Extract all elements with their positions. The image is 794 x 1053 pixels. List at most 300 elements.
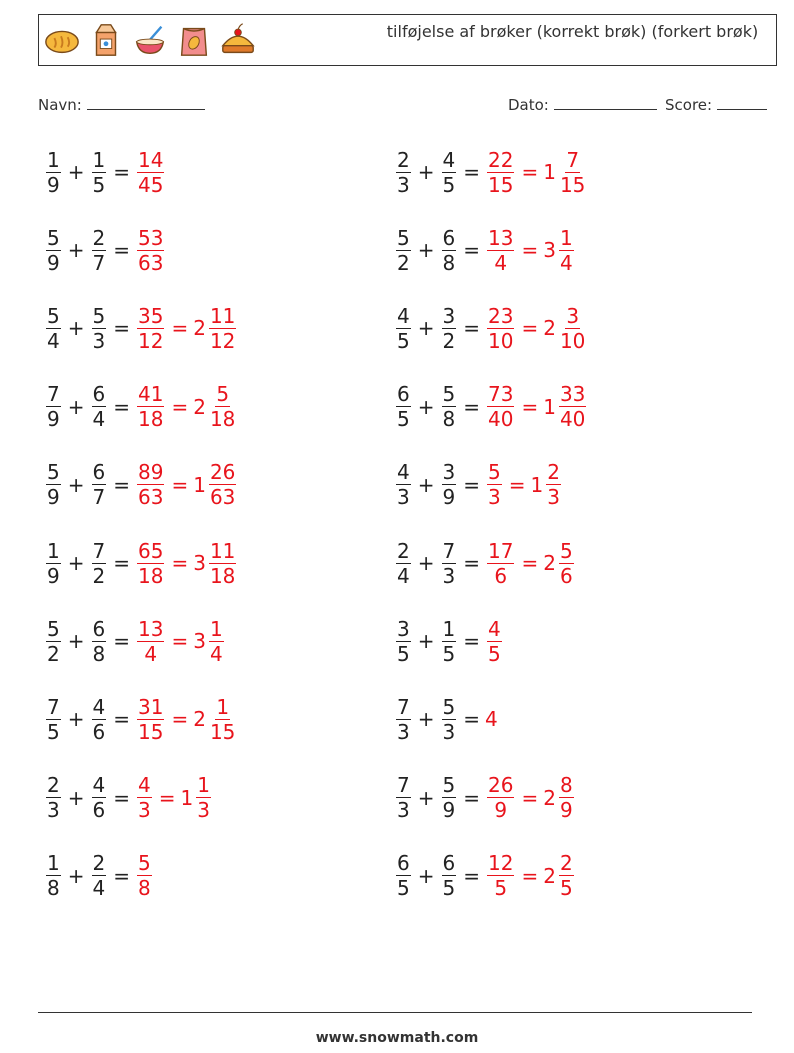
mixed-whole: 1 <box>543 160 556 184</box>
fraction <box>46 382 61 432</box>
fraction-denominator: 4 <box>397 563 410 588</box>
mixed-fraction <box>559 538 574 588</box>
fraction <box>442 851 457 901</box>
fraction <box>137 616 164 666</box>
fraction-numerator: 73 <box>488 382 514 407</box>
fraction-denominator: 6 <box>494 563 508 588</box>
fraction <box>137 225 164 275</box>
fraction-numerator: 22 <box>488 147 514 172</box>
fraction-denominator: 2 <box>47 641 60 666</box>
fraction-denominator: 5 <box>442 641 456 666</box>
fraction <box>137 694 164 744</box>
plus-sign: + <box>67 785 85 810</box>
fraction-denominator: 4 <box>209 641 223 666</box>
worksheet-title: tilføjelse af brøker (korrekt brøk) (forkert brøk) <box>386 22 759 41</box>
fraction-denominator: 10 <box>559 328 586 353</box>
fraction <box>92 773 107 823</box>
fraction-numerator: 3 <box>566 303 580 328</box>
fraction-numerator: 31 <box>138 694 164 719</box>
equals-sign: = <box>521 785 539 810</box>
fraction-numerator: 8 <box>559 773 573 798</box>
fraction-numerator: 33 <box>559 382 586 407</box>
plus-sign: + <box>67 863 85 888</box>
date-field <box>508 95 657 114</box>
mixed-whole: 2 <box>193 394 206 419</box>
equals-sign: = <box>113 551 130 575</box>
fraction <box>487 147 514 197</box>
fraction-numerator: 4 <box>397 460 410 485</box>
fraction-denominator: 6 <box>559 563 573 588</box>
score-field <box>665 95 767 114</box>
problem-item <box>44 220 166 280</box>
equals-sign: = <box>113 472 130 497</box>
fraction <box>442 382 457 432</box>
fraction-numerator: 13 <box>138 616 164 641</box>
fraction <box>137 303 164 353</box>
equals-sign: = <box>463 863 480 888</box>
mixed-fraction <box>559 147 586 197</box>
mixed-fraction <box>209 538 236 588</box>
fraction-denominator: 6 <box>92 798 106 823</box>
mixed-fraction <box>559 225 574 275</box>
problem-item <box>44 455 238 515</box>
fraction <box>46 460 61 510</box>
plus-sign: + <box>67 394 85 419</box>
fraction-numerator: 5 <box>47 616 60 641</box>
fraction-denominator: 5 <box>397 407 410 432</box>
fraction-denominator: 9 <box>442 485 456 510</box>
equals-sign: = <box>521 238 539 263</box>
fraction-numerator: 65 <box>138 538 164 563</box>
milk-carton-icon <box>87 21 125 59</box>
plus-sign: + <box>67 629 85 654</box>
mixed-whole: 2 <box>543 863 556 888</box>
answer-whole: 4 <box>485 707 498 732</box>
problem-item <box>394 377 588 437</box>
fraction-numerator: 1 <box>47 538 60 563</box>
fraction <box>92 460 107 510</box>
name-label: Navn: <box>38 96 82 114</box>
mixed-whole: 3 <box>193 629 206 654</box>
mixed-whole: 2 <box>193 316 206 341</box>
fraction-denominator: 8 <box>138 876 151 901</box>
problem-item <box>394 768 576 828</box>
fraction-denominator: 15 <box>559 172 586 197</box>
plus-sign: + <box>67 316 85 341</box>
fraction-denominator: 15 <box>488 172 514 197</box>
fraction-denominator: 9 <box>47 250 60 275</box>
fraction-numerator: 1 <box>47 147 60 172</box>
fraction <box>487 303 514 353</box>
mixed-fraction <box>559 851 574 901</box>
fraction <box>442 694 457 744</box>
fraction <box>396 851 411 901</box>
fraction <box>442 460 457 510</box>
equals-sign: = <box>113 629 130 654</box>
problem-item <box>44 846 154 906</box>
fraction-numerator: 26 <box>488 773 514 798</box>
equals-sign: = <box>113 160 130 184</box>
fraction <box>487 460 502 510</box>
fraction-denominator: 63 <box>209 485 236 510</box>
fraction-numerator: 1 <box>47 851 60 876</box>
mixed-whole: 2 <box>193 707 206 732</box>
fraction-numerator: 4 <box>138 773 151 798</box>
fraction-denominator: 12 <box>209 328 236 353</box>
equals-sign: = <box>508 472 526 497</box>
fraction <box>396 538 411 588</box>
fraction <box>487 616 502 666</box>
fraction-numerator: 7 <box>397 694 410 719</box>
fraction-numerator: 1 <box>92 147 106 172</box>
equals-sign: = <box>171 551 189 575</box>
fraction-denominator: 9 <box>47 172 60 197</box>
fraction-denominator: 40 <box>488 407 514 432</box>
fraction-denominator: 3 <box>138 798 151 823</box>
fraction-numerator: 5 <box>138 851 151 876</box>
mixed-fraction <box>209 303 236 353</box>
fraction-denominator: 9 <box>47 563 60 588</box>
worksheet-header <box>38 14 777 66</box>
equals-sign: = <box>463 238 480 263</box>
problem-item <box>394 298 588 358</box>
fraction-numerator: 4 <box>442 147 456 172</box>
fraction <box>442 303 457 353</box>
equals-sign: = <box>463 394 480 419</box>
fraction-denominator: 18 <box>209 407 236 432</box>
fraction-denominator: 2 <box>92 563 106 588</box>
mixing-bowl-icon <box>131 21 169 59</box>
problem-item <box>394 220 576 280</box>
equals-sign: = <box>113 238 130 263</box>
fraction-numerator: 6 <box>92 616 106 641</box>
date-blank[interactable] <box>554 95 657 110</box>
fraction-denominator: 3 <box>397 719 410 744</box>
fraction-numerator: 23 <box>488 303 514 328</box>
equals-sign: = <box>171 472 189 497</box>
fraction-numerator: 6 <box>397 382 410 407</box>
equals-sign: = <box>463 160 480 184</box>
equals-sign: = <box>463 316 480 341</box>
fraction-numerator: 7 <box>442 538 456 563</box>
fraction <box>46 538 61 588</box>
fraction <box>487 851 514 901</box>
mixed-whole: 1 <box>180 785 194 810</box>
fraction-numerator: 53 <box>138 225 164 250</box>
fraction-numerator: 4 <box>397 303 410 328</box>
fraction-numerator: 13 <box>488 225 514 250</box>
fraction <box>442 225 457 275</box>
fraction <box>92 851 107 901</box>
score-label: Score: <box>665 96 713 114</box>
fraction-denominator: 8 <box>442 407 456 432</box>
fraction-numerator: 14 <box>138 147 164 172</box>
plus-sign: + <box>417 316 435 341</box>
fraction-denominator: 8 <box>442 250 456 275</box>
fraction <box>396 460 411 510</box>
fraction-denominator: 3 <box>92 328 106 353</box>
mixed-whole: 1 <box>193 472 206 497</box>
fraction-denominator: 5 <box>397 328 410 353</box>
fraction-numerator: 17 <box>488 538 514 563</box>
plus-sign: + <box>67 160 85 184</box>
equals-sign: = <box>171 629 189 654</box>
fraction <box>46 616 61 666</box>
fraction <box>396 616 411 666</box>
fraction-denominator: 5 <box>559 876 573 901</box>
fraction <box>46 694 61 744</box>
fraction-denominator: 7 <box>92 250 106 275</box>
fraction <box>137 851 152 901</box>
fraction-numerator: 4 <box>92 694 106 719</box>
fraction <box>487 382 514 432</box>
fraction-denominator: 5 <box>92 172 106 197</box>
fraction <box>396 382 411 432</box>
fraction-denominator: 18 <box>209 563 236 588</box>
footer-url: www.snowmath.com <box>315 1030 479 1046</box>
fraction-denominator: 4 <box>47 328 60 353</box>
fraction-numerator: 35 <box>138 303 164 328</box>
plus-sign: + <box>417 472 435 497</box>
fraction-denominator: 3 <box>397 798 410 823</box>
fraction <box>487 225 514 275</box>
fraction <box>442 147 457 197</box>
fraction-numerator: 2 <box>397 147 410 172</box>
plus-sign: + <box>417 707 435 732</box>
mixed-whole: 3 <box>543 238 556 263</box>
fraction-denominator: 40 <box>559 407 586 432</box>
equals-sign: = <box>463 472 480 497</box>
problem-item <box>394 611 504 671</box>
fraction-denominator: 5 <box>397 876 410 901</box>
problem-item <box>394 533 576 593</box>
fraction-denominator: 9 <box>47 485 60 510</box>
fraction-numerator: 5 <box>442 773 456 798</box>
fraction <box>92 147 107 197</box>
equals-sign: = <box>521 160 539 184</box>
fraction-numerator: 5 <box>47 225 60 250</box>
fraction-denominator: 6 <box>92 719 106 744</box>
fraction <box>487 538 514 588</box>
fraction-denominator: 3 <box>197 798 210 823</box>
equals-sign: = <box>521 551 539 575</box>
problem-item <box>44 142 166 202</box>
mixed-fraction <box>546 460 561 510</box>
fraction-numerator: 5 <box>397 225 410 250</box>
plus-sign: + <box>417 551 435 575</box>
name-field <box>38 95 205 114</box>
fraction <box>442 616 457 666</box>
fraction-numerator: 5 <box>442 694 456 719</box>
fraction-denominator: 5 <box>397 641 410 666</box>
fraction-numerator: 12 <box>488 851 514 876</box>
bread-icon <box>43 21 81 59</box>
fraction-numerator: 11 <box>209 303 236 328</box>
plus-sign: + <box>417 394 435 419</box>
equals-sign: = <box>113 863 130 888</box>
fraction <box>46 303 61 353</box>
mixed-whole: 2 <box>543 551 556 575</box>
fraction <box>137 773 152 823</box>
fraction-denominator: 8 <box>47 876 60 901</box>
fraction <box>92 538 107 588</box>
fraction-numerator: 2 <box>47 773 60 798</box>
fraction <box>396 225 411 275</box>
fraction-denominator: 12 <box>138 328 164 353</box>
plus-sign: + <box>417 785 435 810</box>
equals-sign: = <box>463 785 480 810</box>
fraction <box>396 303 411 353</box>
fraction-numerator: 1 <box>209 616 223 641</box>
fraction-denominator: 5 <box>47 719 60 744</box>
fraction-numerator: 5 <box>216 382 230 407</box>
mixed-whole: 3 <box>193 551 206 575</box>
fraction <box>92 616 107 666</box>
fraction-numerator: 2 <box>547 460 560 485</box>
fraction-numerator: 3 <box>442 460 456 485</box>
fraction-numerator: 7 <box>397 773 410 798</box>
fraction-denominator: 3 <box>442 719 456 744</box>
fraction-denominator: 15 <box>138 719 164 744</box>
plus-sign: + <box>417 160 435 184</box>
problem-item <box>394 846 576 906</box>
fraction-denominator: 7 <box>92 485 106 510</box>
equals-sign: = <box>113 707 130 732</box>
fraction-denominator: 3 <box>397 485 410 510</box>
fraction <box>396 694 411 744</box>
date-label: Dato: <box>508 96 549 114</box>
fraction-denominator: 3 <box>547 485 560 510</box>
fraction-denominator: 4 <box>92 407 106 432</box>
fraction-denominator: 9 <box>494 798 508 823</box>
fraction-denominator: 4 <box>92 876 106 901</box>
fraction-numerator: 7 <box>92 538 106 563</box>
plus-sign: + <box>67 238 85 263</box>
fraction-denominator: 4 <box>559 250 573 275</box>
fraction-denominator: 2 <box>442 328 456 353</box>
fraction <box>137 538 164 588</box>
mixed-whole: 1 <box>543 394 556 419</box>
fraction <box>137 147 164 197</box>
equals-sign: = <box>158 785 176 810</box>
fraction <box>92 382 107 432</box>
fraction-numerator: 1 <box>442 616 456 641</box>
fraction-numerator: 7 <box>566 147 580 172</box>
equals-sign: = <box>521 394 539 419</box>
fraction-numerator: 5 <box>92 303 106 328</box>
equals-sign: = <box>521 316 539 341</box>
fraction-denominator: 5 <box>442 876 456 901</box>
fraction <box>46 773 61 823</box>
fraction-numerator: 1 <box>559 225 573 250</box>
fraction <box>46 225 61 275</box>
fraction-numerator: 1 <box>216 694 230 719</box>
fraction-denominator: 9 <box>559 798 573 823</box>
fraction-numerator: 26 <box>209 460 236 485</box>
fraction <box>487 773 514 823</box>
fraction-denominator: 18 <box>138 407 164 432</box>
plus-sign: + <box>417 238 435 263</box>
fraction-numerator: 5 <box>47 460 60 485</box>
fraction-numerator: 2 <box>92 851 106 876</box>
plus-sign: + <box>67 472 85 497</box>
fraction-numerator: 3 <box>442 303 456 328</box>
fraction-denominator: 45 <box>138 172 164 197</box>
fraction-numerator: 6 <box>442 851 456 876</box>
fraction <box>396 147 411 197</box>
fraction <box>396 773 411 823</box>
mixed-fraction <box>209 694 236 744</box>
mixed-fraction <box>209 460 236 510</box>
fraction-denominator: 4 <box>144 641 158 666</box>
equals-sign: = <box>521 863 539 888</box>
mixed-whole: 2 <box>543 316 556 341</box>
equals-sign: = <box>113 785 130 810</box>
problem-item <box>44 298 238 358</box>
fraction <box>442 538 457 588</box>
fraction-denominator: 9 <box>442 798 456 823</box>
fraction <box>92 694 107 744</box>
fraction-numerator: 5 <box>559 538 573 563</box>
fraction-denominator: 5 <box>442 172 456 197</box>
fraction-numerator: 6 <box>397 851 410 876</box>
fraction <box>92 225 107 275</box>
problem-item <box>394 142 588 202</box>
name-blank[interactable] <box>87 95 205 110</box>
equals-sign: = <box>113 316 130 341</box>
fraction-denominator: 4 <box>494 250 508 275</box>
equals-sign: = <box>171 707 189 732</box>
problem-item <box>44 377 238 437</box>
mixed-fraction <box>196 773 211 823</box>
equals-sign: = <box>463 707 480 732</box>
fraction <box>46 147 61 197</box>
problem-item <box>44 533 238 593</box>
fraction-denominator: 3 <box>442 563 456 588</box>
equals-sign: = <box>113 394 130 419</box>
fraction-denominator: 8 <box>92 641 106 666</box>
fraction-numerator: 6 <box>92 382 106 407</box>
mixed-fraction <box>209 382 236 432</box>
fraction-numerator: 3 <box>397 616 410 641</box>
equals-sign: = <box>463 551 480 575</box>
problem-item <box>44 611 226 671</box>
equals-sign: = <box>171 394 189 419</box>
score-blank[interactable] <box>717 95 767 110</box>
fraction-denominator: 3 <box>47 798 60 823</box>
cake-icon <box>219 21 257 59</box>
fraction-denominator: 3 <box>397 172 410 197</box>
equals-sign: = <box>463 629 480 654</box>
plus-sign: + <box>67 551 85 575</box>
fraction-numerator: 1 <box>197 773 210 798</box>
fraction-denominator: 15 <box>209 719 236 744</box>
fraction-numerator: 5 <box>47 303 60 328</box>
mixed-fraction <box>559 303 586 353</box>
fraction-denominator: 63 <box>138 485 164 510</box>
fraction-numerator: 7 <box>47 382 60 407</box>
mixed-fraction <box>559 773 574 823</box>
fraction-numerator: 2 <box>397 538 410 563</box>
fraction-denominator: 63 <box>138 250 164 275</box>
fraction <box>137 460 164 510</box>
plus-sign: + <box>67 707 85 732</box>
flour-sack-icon <box>175 21 213 59</box>
plus-sign: + <box>417 629 435 654</box>
fraction-denominator: 10 <box>488 328 514 353</box>
fraction-numerator: 89 <box>138 460 164 485</box>
mixed-fraction <box>209 616 224 666</box>
